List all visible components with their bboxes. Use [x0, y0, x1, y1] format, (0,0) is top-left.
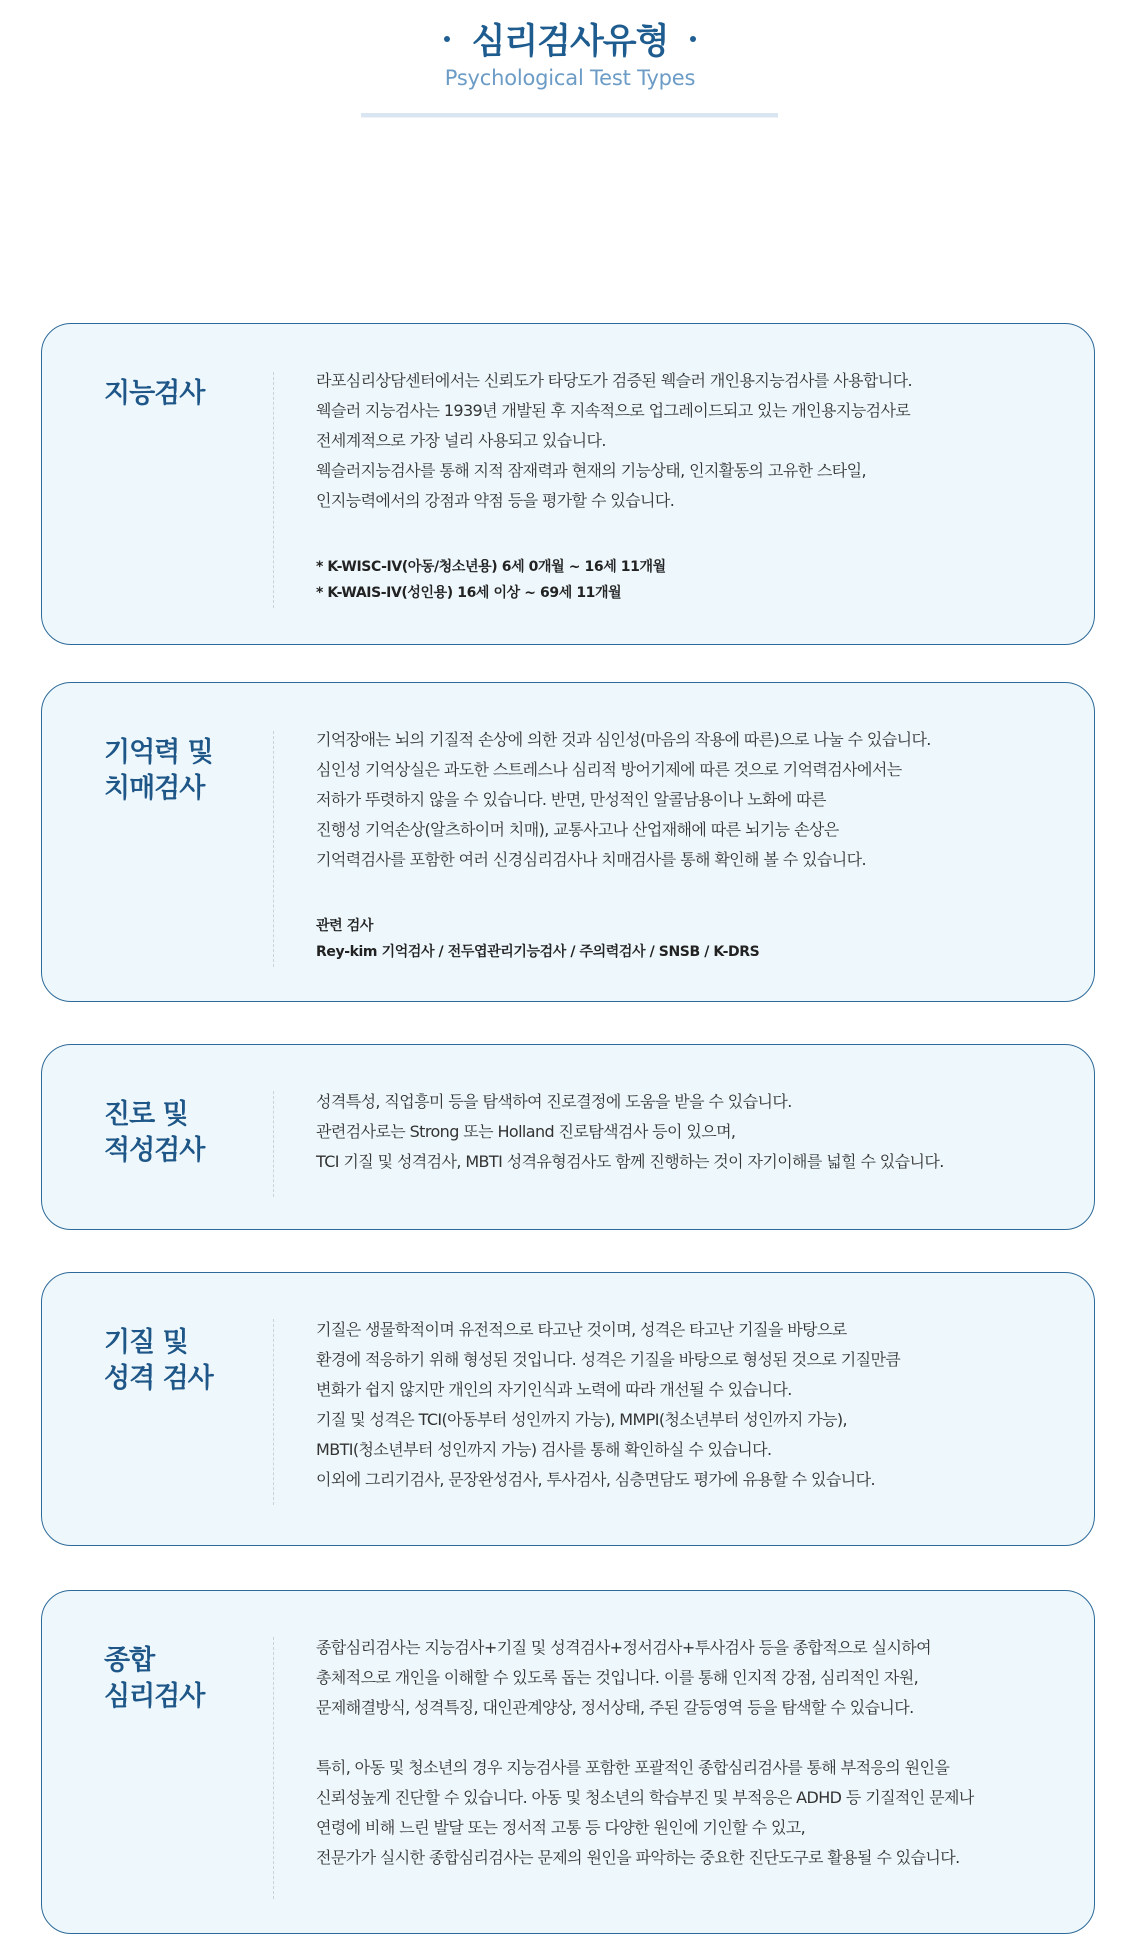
card-body [316, 725, 1056, 965]
note-line: * K-WAIS-IV(성인용) 16세 이상 ~ 69세 11개월 [316, 585, 622, 601]
page-subtitle: Psychological Test Types [444, 66, 696, 90]
dashed-divider [273, 372, 274, 608]
card-title: 지능검사 [104, 378, 205, 409]
card-body [316, 1633, 1056, 1873]
body-line: 특히, 아동 및 청소년의 경우 지능검사를 포함한 포괄적인 종합심리검사를 통해 부적응의 원인을 [316, 1758, 950, 1777]
body-line: 총체적으로 개인을 이해할 수 있도록 돕는 것입니다. 이를 통해 인지적 강점, 심리적인 자원, [316, 1668, 919, 1687]
title-dot-right [690, 36, 696, 42]
body-line: 인지능력에서의 강점과 약점 등을 평가할 수 있습니다. [316, 491, 675, 510]
body-line: 기질 및 성격은 TCI(아동부터 성인까지 가능), MMPI(청소년부터 성인까지 가능), [316, 1410, 848, 1429]
body-line: 전세계적으로 가장 널리 사용되고 있습니다. [316, 431, 606, 450]
page-title: 심리검사유형 [471, 22, 669, 62]
body-line: 환경에 적응하기 위해 형성된 것입니다. 성격은 기질을 바탕으로 형성된 것으로 기질만큼 [316, 1350, 901, 1369]
card-temperament-personality-test [41, 1272, 1095, 1546]
header-divider [361, 113, 778, 118]
body-line: 웩슬러 지능검사는 1939년 개발된 후 지속적으로 업그레이드되고 있는 개인용지능검사로 [316, 401, 911, 420]
body-line: 저하가 뚜렷하지 않을 수 있습니다. 반면, 만성적인 알콜남용이나 노화에 따른 [316, 790, 826, 809]
body-line: TCI 기질 및 성격검사, MBTI 성격유형검사도 함께 진행하는 것이 자기이해를 넓힐 수 있습니다. [316, 1152, 944, 1171]
title-row [0, 14, 1140, 64]
card-body [316, 366, 1056, 606]
note-line: * K-WISC-IV(아동/청소년용) 6세 0개월 ~ 16세 11개월 [316, 559, 666, 575]
note-line: Rey-kim 기억검사 / 전두엽관리기능검사 / 주의력검사 / SNSB / K-DRS [316, 944, 760, 960]
body-line: 관련검사로는 Strong 또는 Holland 진로탐색검사 등이 있으며, [316, 1122, 736, 1141]
dashed-divider [273, 1637, 274, 1899]
dashed-divider [273, 1091, 274, 1197]
note-line: 관련 검사 [316, 918, 373, 934]
body-line: 기억력검사를 포함한 여러 신경심리검사나 치매검사를 통해 확인해 볼 수 있습니다. [316, 850, 866, 869]
card-body [316, 1315, 1056, 1495]
body-line: 신뢰성높게 진단할 수 있습니다. 아동 및 청소년의 학습부진 및 부적응은 ADHD 등 기질적인 문제나 [316, 1788, 974, 1807]
card-title: 기질 및 성격 검사 [104, 1327, 213, 1394]
card-title: 기억력 및 치매검사 [104, 737, 213, 804]
body-line: 이외에 그리기검사, 문장완성검사, 투사검사, 심층면담도 평가에 유용할 수 있습니다. [316, 1470, 875, 1489]
card-title: 진로 및 적성검사 [104, 1099, 205, 1166]
dashed-divider [273, 731, 274, 967]
body-line: 성격특성, 직업흥미 등을 탐색하여 진로결정에 도움을 받을 수 있습니다. [316, 1092, 792, 1111]
card-title: 종합 심리검사 [104, 1645, 205, 1712]
body-line: MBTI(청소년부터 성인까지 가능) 검사를 통해 확인하실 수 있습니다. [316, 1440, 772, 1459]
body-line: 변화가 쉽지 않지만 개인의 자기인식과 노력에 따라 개선될 수 있습니다. [316, 1380, 792, 1399]
body-line: 라포심리상담센터에서는 신뢰도가 타당도가 검증된 웩슬러 개인용지능검사를 사용합니다. [316, 371, 912, 390]
body-line: 웩슬러지능검사를 통해 지적 잠재력과 현재의 기능상태, 인지활동의 고유한 스타일, [316, 461, 866, 480]
body-line: 기억장애는 뇌의 기질적 손상에 의한 것과 심인성(마음의 작용에 따른)으로 나눌 수 있습니다. [316, 730, 931, 749]
body-line: 종합심리검사는 지능검사+기질 및 성격검사+정서검사+투사검사 등을 종합적으로 실시하여 [316, 1638, 932, 1657]
body-line: 심인성 기억상실은 과도한 스트레스나 심리적 방어기제에 따른 것으로 기억력검사에서는 [316, 760, 902, 779]
card-body [316, 1087, 1056, 1177]
body-line: 기질은 생물학적이며 유전적으로 타고난 것이며, 성격은 타고난 기질을 바탕으로 [316, 1320, 847, 1339]
card-comprehensive-psych-test [41, 1590, 1095, 1934]
body-line: 전문가가 실시한 종합심리검사는 문제의 원인을 파악하는 중요한 진단도구로 활용될 수 있습니다. [316, 1848, 960, 1867]
body-line: 문제해결방식, 성격특징, 대인관계양상, 정서상태, 주된 갈등영역 등을 탐색할 수 있습니다. [316, 1698, 914, 1717]
body-line: 진행성 기억손상(알츠하이머 치매), 교통사고나 산업재해에 따른 뇌기능 손상은 [316, 820, 839, 839]
page-header [0, 0, 1140, 130]
title-dot-left [444, 36, 450, 42]
dashed-divider [273, 1319, 274, 1505]
card-career-aptitude-test [41, 1044, 1095, 1230]
card-intelligence-test [41, 323, 1095, 645]
card-memory-dementia-test [41, 682, 1095, 1002]
body-line: 연령에 비해 느린 발달 또는 정서적 고통 등 다양한 원인에 기인할 수 있고, [316, 1818, 806, 1837]
